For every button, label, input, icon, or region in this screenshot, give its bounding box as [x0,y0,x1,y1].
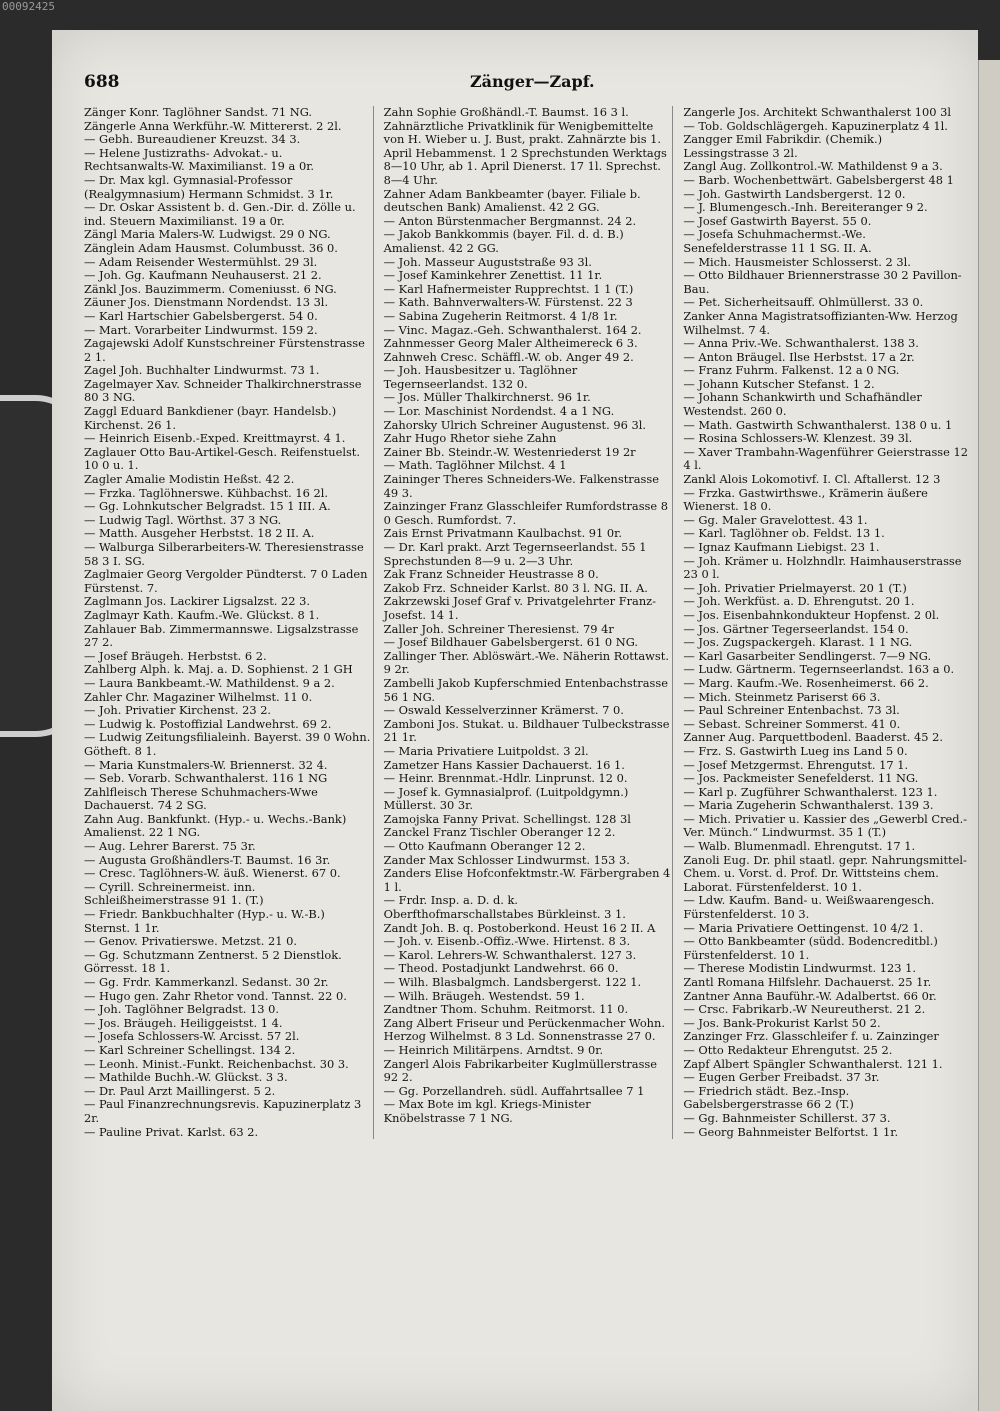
directory-entry: Zanoli Eug. Dr. phil staatl. gepr. Nahrungsmittel-Chem. u. Vorst. d. Prof. Dr. Wittsteins chem. Laborat. Fürstenfelderst. 10 1. [683,852,967,894]
directory-entry: — Josefa Schuhmachermst.-We. Senefelderstrasse 11 1 SG. II. A. [683,227,872,255]
directory-entry: — Otto Redakteur Ehrengutst. 25 2. [683,1042,893,1057]
directory-entry: — Laura Bankbeamt.-W. Mathildenst. 9 a 2. [84,675,335,690]
directory-entry: — Cyrill. Schreinermeist. inn. Schleißheimerstrasse 91 1. (T.) [84,879,264,908]
directory-entry: — Matth. Ausgeher Herbstst. 18 2 II. A. [84,526,315,541]
directory-entry: — Otto Bankbeamter (südd. Bodencreditbl.) Fürstenfelderst. 10 1. [683,934,938,962]
directory-entry: Zainzinger Franz Glasschleifer Rumfordstrasse 8 0 Gesch. Rumfordst. 7. [383,499,669,527]
directory-entry: — Leonh. Minist.-Funkt. Reichenbachst. 30 3. [84,1056,349,1071]
scan-id-label: 00092425 [2,0,55,13]
directory-entry: Zagajewski Adolf Kunstschreiner Fürstenstrasse 2 1. [84,336,365,364]
directory-entry: — Dr. Max kgl. Gymnasial-Professor (Realgymnasium) Hermann Schmidst. 3 1r. [84,172,334,201]
directory-entry: — Ignaz Kaufmann Liebigst. 23 1. [683,540,880,554]
directory-entry: — Augusta Großhändlers-T. Baumst. 16 3r. [84,852,331,867]
directory-entry: — Hugo gen. Zahr Rhetor vond. Tannst. 22 0. [84,988,347,1003]
directory-entry: — Gg. Schutzmann Zentnerst. 5 2 Dienstlok. Görresst. 18 1. [84,947,342,976]
directory-entry: — Frzka. Gastwirthswe., Krämerin äußere Wienerst. 18 0. [683,485,928,514]
directory-entry: — Seb. Vorarb. Schwanthalerst. 116 1 NG [84,771,328,786]
directory-entry: — Ldw. Kaufm. Band- u. Weißwaarengesch. Fürstenfelderst. 10 3. [683,893,935,922]
directory-entry: — Walburga Silberarbeiters-W. Theresienstrasse 58 3 I. SG. [84,540,364,568]
directory-entry: — Jos. Packmeister Senefelderst. 11 NG. [683,771,919,786]
directory-entry: — Josef k. Gymnasialprof. (Luitpoldgymn.) Müllerst. 30 3r. [383,784,629,813]
directory-entry: — Gebh. Bureaudiener Kreuzst. 34 3. [84,132,301,147]
directory-entry: Zainer Bb. Steindr.-W. Westenriederst 19 2r [383,444,636,459]
directory-entry: Zaller Joh. Schreiner Theresienst. 79 4r [383,621,614,636]
directory-entry: Zahnweh Cresc. Schäffl.-W. ob. Anger 49 2. [383,349,634,364]
directory-entry: — Josefa Schlossers-W. Arcisst. 57 2l. [84,1029,300,1044]
directory-entry: — Josef Gastwirth Bayerst. 55 0. [683,213,872,228]
directory-entry: — Genov. Privatierswe. Metzst. 21 0. [84,934,297,949]
directory-entry: Zagel Joh. Buchhalter Lindwurmst. 73 1. [84,363,320,378]
directory-entry: Zapf Albert Spängler Schwanthalerst. 121 1. [683,1056,943,1071]
directory-entry: — Karl Schreiner Schellingst. 134 2. [84,1042,296,1057]
directory-entry: — Crsc. Fabrikarb.-W Neureutherst. 21 2. [683,1002,926,1017]
directory-entry: Zahlauer Bab. Zimmermannswe. Ligsalzstrasse 27 2. [84,621,359,650]
directory-entry: — Josef Kaminkehrer Zenettist. 11 1r. [383,268,603,283]
page-number: 688 [84,72,120,92]
directory-entry: — Dr. Oskar Assistent b. d. Gen.-Dir. d. Zölle u. ind. Steuern Maximilianst. 19 a 0r. [84,200,356,228]
directory-entry: — Otto Kaufmann Oberanger 12 2. [383,839,586,854]
directory-entry: Zangl Aug. Zollkontrol.-W. Mathildenst 9 a 3. [683,159,943,174]
directory-entry: Zangerle Jos. Architekt Schwanthalerst 100 3l [683,105,952,119]
directory-entry: — Anton Bürstenmacher Bergmannst. 24 2. [383,213,637,228]
directory-entry: — Ludwig k. Postoffizial Landwehrst. 69 2. [84,716,332,731]
directory-columns [84,106,972,1139]
directory-entry: — Karl p. Zugführer Schwanthalerst. 123 1. [683,784,938,799]
directory-entry: — Dr. Karl prakt. Arzt Tegernseerlandst. 55 1 Sprechstunden 8—9 u. 2—3 Uhr. [383,540,647,568]
directory-entry: — Johann Kutscher Stefanst. 1 2. [683,376,875,391]
directory-entry: — Sebast. Schreiner Sommerst. 41 0. [683,716,901,731]
directory-entry: — Gg. Bahnmeister Schillerst. 37 3. [683,1110,891,1125]
directory-entry: — Heinr. Brennmat.-Hdlr. Linprunst. 12 0. [383,771,628,786]
directory-entry: Zahner Adam Bankbeamter (bayer. Filiale b. deutschen Bank) Amalienst. 42 2 GG. [383,186,641,215]
directory-entry: Zander Max Schlosser Lindwurmst. 153 3. [383,852,630,867]
directory-entry: — Paul Finanzrechnungsrevis. Kapuzinerplatz 3 2r. [84,1097,362,1125]
directory-entry: — Karl Gasarbeiter Sendlingerst. 7—9 NG. [683,648,932,663]
directory-entry: Zamboni Jos. Stukat. u. Bildhauer Tulbeckstrasse 21 1r. [383,716,670,745]
directory-entry: — Joh. Gastwirth Landsbergerst. 12 0. [683,186,906,201]
directory-entry: Zandt Joh. B. q. Postoberkond. Heust 16 2 II. A [383,920,656,935]
directory-entry: — Max Bote im kgl. Kriegs-Minister Knöbelstrasse 7 1 NG. [383,1097,591,1125]
directory-entry: — Karl. Taglöhner ob. Feldst. 13 1. [683,526,885,541]
directory-entry: — Jos. Bräugeh. Heiliggeistst. 1 4. [84,1015,283,1030]
directory-entry: Zahorsky Ulrich Schreiner Augustenst. 96 3l. [383,417,646,432]
directory-entry: — Joh. v. Eisenb.-Offiz.-Wwe. Hirtenst. 8 3. [383,934,631,949]
directory-entry: — Maria Kunstmalers-W. Briennerst. 32 4. [84,757,328,772]
directory-entry: — Lor. Maschinist Nordendst. 4 a 1 NG. [383,404,615,419]
directory-entry: Zahnmesser Georg Maler Altheimereck 6 3. [383,336,638,351]
directory-entry: — Karol. Lehrers-W. Schwanthalerst. 127 3. [383,947,637,962]
directory-entry: — Mathilde Buchh.-W. Glückst. 3 3. [84,1070,288,1085]
directory-entry: Zangger Emil Fabrikdir. (Chemik.) Lessingstrasse 3 2l. [683,132,883,160]
directory-entry: Zaglmaier Georg Vergolder Pündterst. 7 0 Laden Fürstenst. 7. [84,567,368,595]
directory-entry: Zantner Anna Bauführ.-W. Adalbertst. 66 0r. [683,988,937,1003]
directory-entry: — Barb. Wochenbettwärt. Gabelsbergerst 48 1 [683,172,954,187]
directory-entry: Zaglauer Otto Bau-Artikel-Gesch. Reifenstuelst. 10 0 u. 1. [84,444,361,473]
directory-entry: — Georg Bahnmeister Belfortst. 1 1r. [683,1124,899,1139]
directory-entry: — Joh. Masseur Auguststraße 93 3l. [383,254,592,269]
column-3 [683,106,972,1139]
directory-entry: — Adam Reisender Westermühlst. 29 3l. [84,254,318,269]
directory-entry: — Joh. Privatier Prielmayerst. 20 1 (T.) [683,580,907,595]
directory-entry: — Johann Schankwirth und Schafhändler Westendst. 260 0. [683,390,922,419]
directory-entry: Zahler Chr. Magaziner Wilhelmst. 11 0. [84,689,313,704]
directory-entry: Zängl Maria Malers-W. Ludwigst. 29 0 NG. [84,227,331,242]
adjacent-page-edge [978,60,1000,1411]
directory-entry: Zang Albert Friseur und Perückenmacher Wohn. Herzog Wilhelmst. 8 3 Ld. Sonnenstrasse 27 0. [383,1015,665,1044]
directory-entry: — Heinrich Militärpens. Arndtst. 9 0r. [383,1042,604,1057]
directory-entry: Zakrzewski Josef Graf v. Privatgelehrter Franz-Josefst. 14 1. [383,594,657,622]
directory-entry: — Joh. Werkfüst. a. D. Ehrengutst. 20 1. [683,594,915,609]
directory-entry: Zanckel Franz Tischler Oberanger 12 2. [383,825,616,840]
directory-entry: — Jos. Gärtner Tegerseerlandst. 154 0. [683,621,909,636]
directory-entry: — Josef Bildhauer Gabelsbergerst. 61 0 NG. [383,635,639,650]
directory-entry: Zametzer Hans Kassier Dachauerst. 16 1. [383,757,625,772]
directory-entry: — Xaver Trambahn-Wagenführer Geierstrasse 12 4 l. [683,444,969,473]
directory-entry: — Eugen Gerber Freibadst. 37 3r. [683,1070,880,1085]
directory-entry: Zaglmayr Kath. Kaufm.-We. Glückst. 8 1. [84,607,320,622]
directory-entry: — Jos. Eisenbahnkondukteur Hopfenst. 2 0l. [683,607,940,622]
directory-entry: Zahr Hugo Rhetor siehe Zahn [383,431,557,446]
directory-entry: Zanker Anna Magistratsoffizianten-Ww. Herzog Wilhelmst. 7 4. [683,308,958,337]
directory-entry: Zagler Amalie Modistin Heßst. 42 2. [84,472,295,487]
directory-entry: — Otto Bildhauer Briennerstrasse 30 2 Pavillon-Bau. [683,268,962,296]
directory-entry: — Joh. Gg. Kaufmann Neuhauserst. 21 2. [84,268,322,283]
directory-entry: — Joh. Privatier Kirchenst. 23 2. [84,703,272,718]
directory-entry: — Jakob Bankkommis (bayer. Fil. d. d. B.) Amalienst. 42 2 GG. [383,227,624,255]
directory-entry: — Anton Bräugel. Ilse Herbstst. 17 a 2r. [683,349,915,364]
directory-entry: — Vinc. Magaz.-Geh. Schwanthalerst. 164 2. [383,322,642,337]
directory-entry: Zantl Romana Hilfslehr. Dachauerst. 25 1r. [683,975,932,989]
directory-entry: — Marg. Kaufm.-We. Rosenheimerst. 66 2. [683,675,929,690]
directory-entry: — Mich. Privatier u. Kassier des „Gewerbl Cred.-Ver. Münch.“ Lindwurmst. 35 1 (T.) [683,811,968,840]
directory-entry: — Ludwig Tagl. Wörthst. 37 3 NG. [84,512,282,527]
directory-entry: — Karl Hafnermeister Rupprechtst. 1 1 (T.) [383,281,634,296]
directory-entry: — Pauline Privat. Karlst. 63 2. [84,1124,259,1139]
directory-entry: Zambelli Jakob Kupferschmied Entenbachstrasse 56 1 NG. [383,675,668,704]
column-2 [384,106,674,1139]
directory-entry: — Theod. Postadjunkt Landwehrst. 66 0. [383,961,619,976]
directory-entry: — Math. Taglöhner Milchst. 4 1 [383,458,567,473]
directory-entry: — Dr. Paul Arzt Maillingerst. 5 2. [84,1083,276,1098]
directory-entry: Zänkl Jos. Bauzimmerm. Comeniusst. 6 NG. [84,281,337,296]
directory-entry: — Gg. Maler Gravelottest. 43 1. [683,512,868,527]
directory-entry: — Friedr. Bankbuchhalter (Hyp.- u. W.-B.) Sternst. 1 1r. [84,907,325,935]
directory-entry: — Josef Metzgermst. Ehrengutst. 17 1. [683,757,909,772]
directory-entry: — Sabina Zugeherin Reitmorst. 4 1/8 1r. [383,308,618,323]
directory-entry: — Aug. Lehrer Barerst. 75 3r. [84,839,256,854]
directory-entry: Zahlberg Alph. k. Maj. a. D. Sophienst. 2 1 GH [84,662,353,677]
directory-entry: — Jos. Zugspackergeh. Klarast. 1 1 NG. [683,635,913,650]
directory-entry: — Friedrich städt. Bez.-Insp. Gabelsbergerstrasse 66 2 (T.) [683,1083,854,1112]
column-1 [84,106,374,1139]
directory-entry: — Josef Bräugeh. Herbstst. 6 2. [84,648,267,663]
directory-entry: — Gg. Frdr. Kammerkanzl. Sedanst. 30 2r. [84,975,329,989]
directory-entry: Zahn Aug. Bankfunkt. (Hyp.- u. Wechs.-Bank) Amalienst. 22 1 NG. [84,811,347,840]
directory-entry: Zaglmann Jos. Lackirer Ligsalzst. 22 3. [84,594,310,609]
directory-entry: Zak Franz Schneider Heustrasse 8 0. [383,567,599,582]
directory-entry: — Joh. Hausbesitzer u. Taglöhner Tegernseerlandst. 132 0. [383,363,578,391]
directory-entry: Zais Ernst Privatmann Kaulbachst. 91 0r. [383,526,622,541]
directory-entry: — Maria Zugeherin Schwanthalerst. 139 3. [683,798,934,813]
directory-entry: Zamojska Fanny Privat. Schellingst. 128 3l [383,811,631,826]
directory-entry: — Maria Privatiere Luitpoldst. 3 2l. [383,743,589,758]
directory-entry: Zagelmayer Xav. Schneider Thalkirchnerstrasse 80 3 NG. [84,376,362,405]
directory-entry: — Heinrich Eisenb.-Exped. Kreittmayrst. 4 1. [84,431,346,446]
running-head: Zänger—Zapf. [470,72,595,91]
directory-entry: Zanders Elise Hofconfektmstr.-W. Färbergraben 4 1 l. [383,866,671,894]
directory-entry: — Frz. S. Gastwirth Lueg ins Land 5 0. [683,743,908,758]
directory-entry: — Maria Privatiere Oettingenst. 10 4/2 1. [683,920,924,935]
directory-entry: Zängerle Anna Werkführ.-W. Mittererst. 2 2l. [84,118,342,133]
directory-entry: Zandtner Thom. Schuhm. Reitmorst. 11 0. [383,1002,629,1017]
directory-entry: — Mart. Vorarbeiter Lindwurmst. 159 2. [84,322,318,337]
directory-entry: Zahn Sophie Großhändl.-T. Baumst. 16 3 l. [383,105,629,119]
directory-entry: — Mich. Hausmeister Schlosserst. 2 3l. [683,254,911,269]
directory-entry: — Mich. Steinmetz Pariserst 66 3. [683,689,881,704]
directory-entry: — Helene Justizraths- Advokat.- u. Rechtsanwalts-W. Maximilianst. 19 a 0r. [84,145,315,174]
directory-entry: — Pet. Sicherheitsauff. Ohlmüllerst. 33 0. [683,295,924,310]
directory-entry: — Joh. Krämer u. Holzhndlr. Haimhauserstrasse 23 0 l. [683,553,962,582]
directory-entry: Zahnärztliche Privatklinik für Wenigbemittelte von H. Wieber u. J. Bust, prakt. Zahnärzte bis 1. April Hebammenst. 1 2 Sprechstunden Werktags 8—10 Uhr, ab 1. April Dienerst. 17 1l. Sprechst. 8—4 Uhr. [383,118,667,187]
directory-entry: — Wilh. Blasbalgmch. Landsbergerst. 122 1. [383,975,642,989]
directory-entry: Zaininger Theres Schneiders-We. Falkenstrasse 49 3. [383,472,659,500]
directory-entry: Zankl Alois Lokomotivf. I. Cl. Aftallerst. 12 3 [683,472,941,487]
directory-entry: — Tob. Goldschlägergeh. Kapuzinerplatz 4 1l. [683,118,948,133]
directory-entry: — Jos. Müller Thalkirchnerst. 96 1r. [383,390,591,405]
directory-entry: Zallinger Ther. Ablöswärt.-We. Näherin Rottawst. 9 2r. [383,648,669,677]
directory-entry: Zanzinger Frz. Glasschleifer f. u. Zainzinger [683,1029,939,1044]
directory-entry: — Wilh. Bräugeh. Westendst. 59 1. [383,988,585,1003]
directory-entry: Zanner Aug. Parquettbodenl. Baaderst. 45 2. [683,730,944,745]
directory-entry: Zahlfleisch Therese Schuhmachers-Wwe Dachauerst. 74 2 SG. [84,784,318,813]
directory-entry: — Rosina Schlossers-W. Klenzest. 39 3l. [683,431,913,446]
directory-entry: — Ludwig Zeitungsfilialeinh. Bayerst. 39 0 Wohn. Götheft. 8 1. [84,730,371,758]
directory-entry: — Math. Gastwirth Schwanthalerst. 138 0 u. 1 [683,417,953,432]
directory-entry: — Franz Fuhrm. Falkenst. 12 a 0 NG. [683,363,900,378]
directory-entry: — Gg. Lohnkutscher Belgradst. 15 1 III. A. [84,499,331,514]
directory-entry: — Frzka. Taglöhnerswe. Kühbachst. 16 2l. [84,485,329,500]
directory-entry: — Paul Schreiner Entenbachst. 73 3l. [683,703,900,718]
directory-entry: Zänglein Adam Hausmst. Columbusst. 36 0. [84,240,338,255]
directory-entry: — Cresc. Taglöhners-W. äuß. Wienerst. 67 0. [84,866,341,881]
directory-entry: Zakob Frz. Schneider Karlst. 80 3 l. NG. II. A. [383,580,648,595]
directory-entry: — Therese Modistin Lindwurmst. 123 1. [683,961,916,976]
directory-entry: — Ludw. Gärtnerm. Tegernseerlandst. 163 a 0. [683,662,955,677]
directory-entry: Zäuner Jos. Dienstmann Nordendst. 13 3l. [84,295,329,310]
directory-entry: — Frdr. Insp. a. D. d. k. Oberfthofmarschallstabes Bürkleinst. 3 1. [383,893,626,922]
directory-entry: — Walb. Blumenmadl. Ehrengutst. 17 1. [683,839,916,854]
directory-entry: — Joh. Taglöhner Belgradst. 13 0. [84,1002,280,1017]
directory-entry: Zänger Konr. Taglöhner Sandst. 71 NG. [84,105,313,119]
directory-entry: — Kath. Bahnverwalters-W. Fürstenst. 22 3 [383,295,633,310]
directory-entry: — Oswald Kesselverzinner Krämerst. 7 0. [383,703,624,718]
directory-entry: — Jos. Bank-Prokurist Karlst 50 2. [683,1015,881,1030]
directory-entry: Zaggl Eduard Bankdiener (bayr. Handelsb.) Kirchenst. 26 1. [84,404,337,432]
directory-entry: Zangerl Alois Fabrikarbeiter Kuglmüllerstrasse 92 2. [383,1056,658,1085]
directory-entry: — Anna Priv.-We. Schwanthalerst. 138 3. [683,336,919,351]
directory-entry: — Gg. Porzellandreh. südl. Auffahrtsallee 7 1 [383,1083,645,1098]
directory-entry: — Karl Hartschier Gabelsbergerst. 54 0. [84,308,318,323]
directory-entry: — J. Blumengesch.-Inh. Bereiteranger 9 2. [683,200,928,215]
